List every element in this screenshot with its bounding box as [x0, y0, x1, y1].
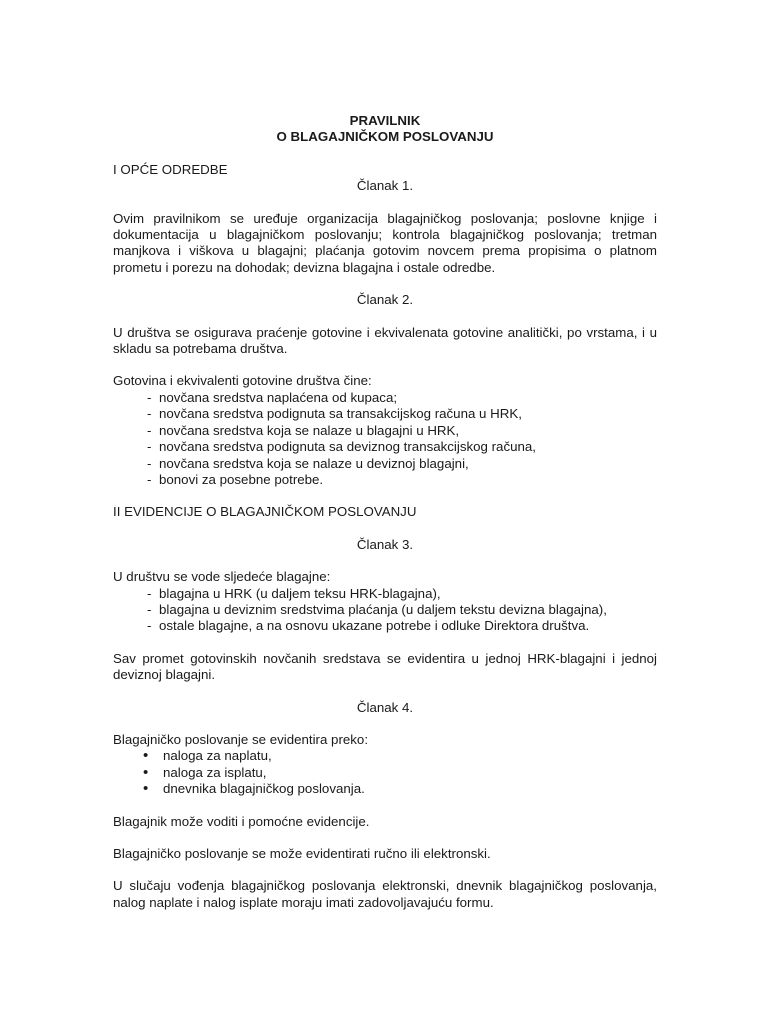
list-item: - blagajna u deviznim sredstvima plaćanja (u daljem tekstu devizna blagajna),	[147, 602, 657, 618]
article-1-paragraph: Ovim pravilnikom se uređuje organizacija blagajničkog poslovanja; poslovne knjige i dokumentacija u blagajničkom poslovanju; kontrola blagajničkog poslovanja; tretman manjkova i viškova u blagajni; plaćanja gotovim novcem prema propisima o platnom prometu i porezu na dohodak; devizna blagajna i ostale odredbe.	[113, 210, 657, 275]
article-2-heading: Članak 2.	[356, 292, 414, 308]
article-4-paragraph-2: Blagajničko poslovanje se može evidentirati ručno ili elektronski.	[113, 846, 491, 861]
article-3-heading: Članak 3.	[356, 536, 414, 552]
article-1-heading: Članak 1.	[356, 178, 414, 194]
section-heading-records: II EVIDENCIJE O BLAGAJNIČKOM POSLOVANJU	[113, 504, 417, 520]
document-title: PRAVILNIK	[349, 113, 421, 128]
list-item: - novčana sredstva naplaćena od kupaca;	[147, 390, 657, 406]
article-4-paragraph-3: U slučaju vođenja blagajničkog poslovanja elektronski, dnevnik blagajničkog poslovanja, nalog naplate i nalog isplate moraju imati zadovoljavajuću formu.	[113, 878, 657, 910]
list-item: - novčana sredstva koja se nalaze u deviznoj blagajni,	[147, 456, 657, 472]
article-4-heading: Članak 4.	[356, 699, 414, 715]
article-3-paragraph: Sav promet gotovinskih novčanih sredstava se evidentira u jednoj HRK-blagajni i jednoj deviznoj blagajni.	[113, 650, 657, 683]
document-subtitle: O BLAGAJNIČKOM POSLOVANJU	[276, 129, 494, 145]
section-heading-general: I OPĆE ODREDBE	[113, 161, 228, 177]
article-2-paragraph: U društva se osigurava praćenje gotovine i ekvivalenata gotovine analitički, po vrstama, i u skladu sa potrebama društva.	[113, 324, 657, 357]
list-item: - novčana sredstva podignuta sa transakcijskog računa u HRK,	[147, 406, 657, 422]
list-item: - bonovi za posebne potrebe.	[147, 472, 657, 488]
article-3-list-intro: U društvu se vode sljedeće blagajne:	[113, 569, 331, 585]
article-2-list-intro: Gotovina i ekvivalenti gotovine društva čine:	[113, 373, 372, 389]
list-item: • naloga za naplatu,	[143, 748, 657, 764]
list-item: - novčana sredstva koja se nalaze u blagajni u HRK,	[147, 423, 657, 439]
list-item: • dnevnika blagajničkog poslovanja.	[143, 781, 657, 797]
list-item: - novčana sredstva podignuta sa deviznog transakcijskog računa,	[147, 439, 657, 455]
records-list	[113, 748, 657, 797]
document-body	[113, 113, 657, 911]
list-item: - ostale blagajne, a na osnovu ukazane potrebe i odluke Direktora društva.	[147, 618, 657, 634]
list-item: - blagajna u HRK (u daljem teksu HRK-blagajna),	[147, 586, 657, 602]
cash-registers-list	[113, 586, 657, 635]
article-4-paragraph-1: Blagajnik može voditi i pomoćne evidencije.	[113, 813, 370, 829]
list-item: • naloga za isplatu,	[143, 765, 657, 781]
article-4-list-intro: Blagajničko poslovanje se evidentira preko:	[113, 731, 369, 747]
cash-equivalents-list	[113, 390, 657, 488]
